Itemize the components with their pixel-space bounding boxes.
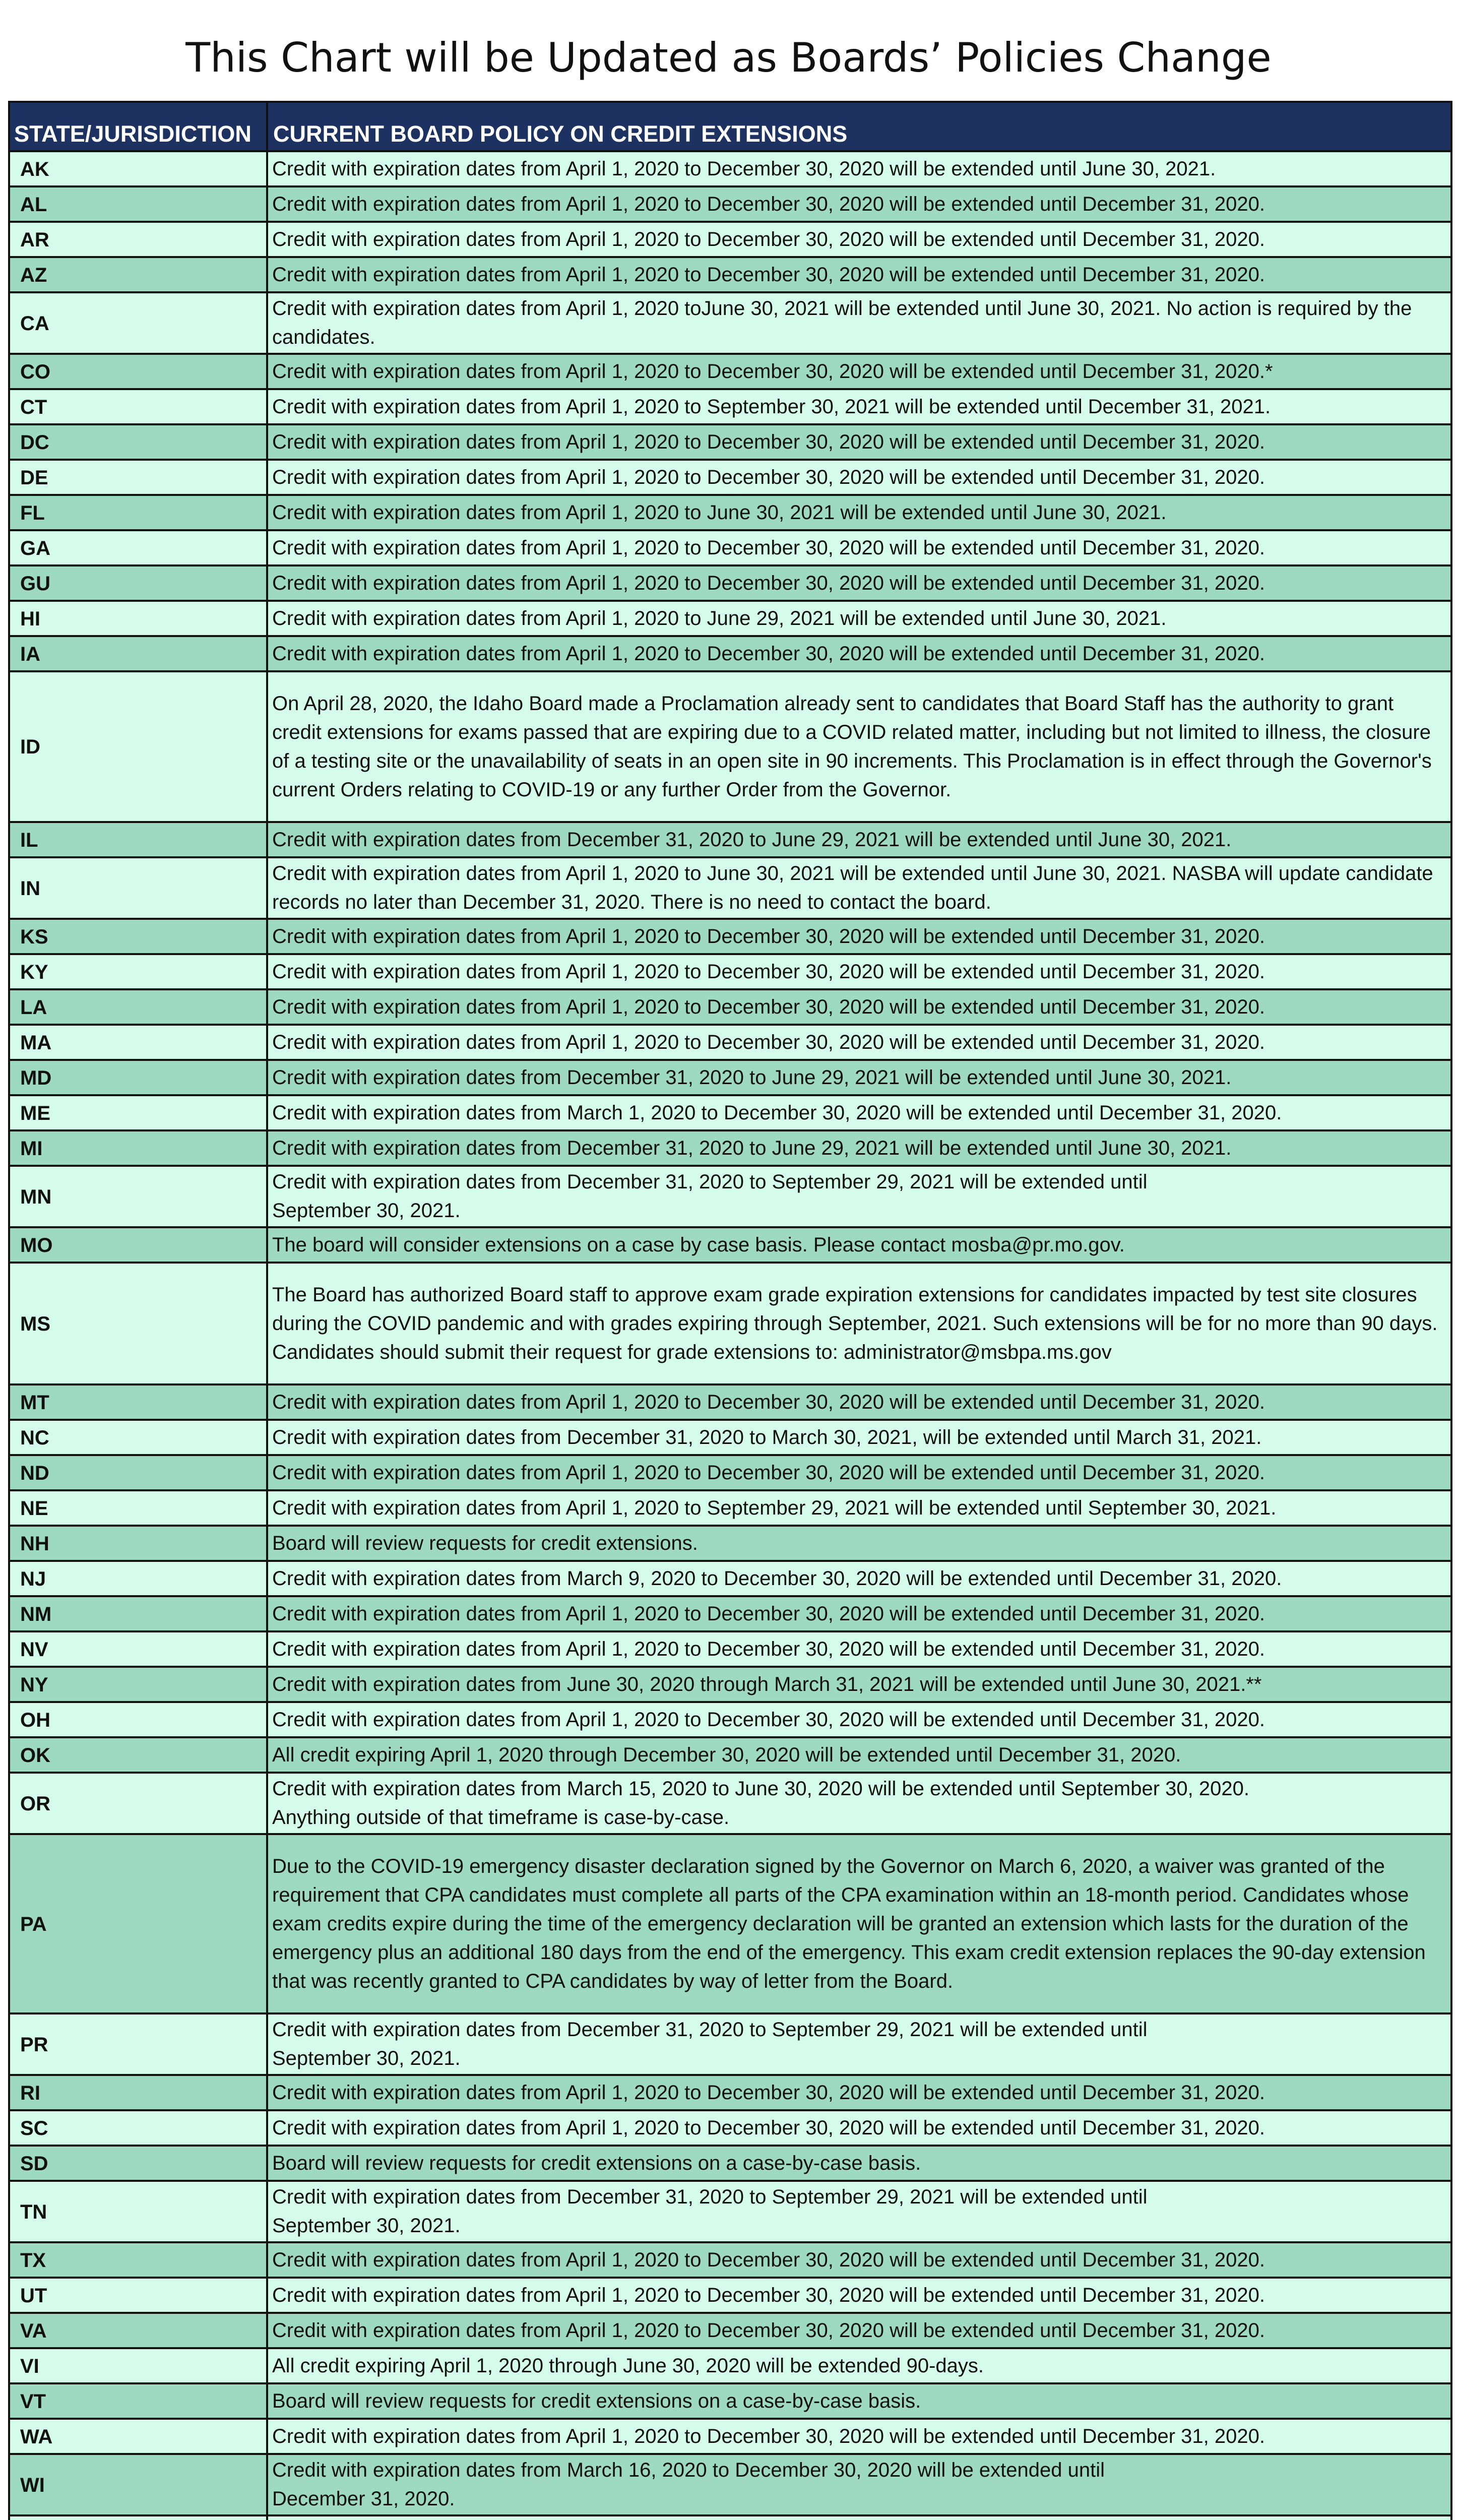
table-row [10,2111,1450,2147]
table-row [10,152,1450,187]
table-row [10,1061,1450,1096]
table-row [10,355,1450,390]
policy-cell: On April 28, 2020, the Idaho Board made a Proclamation already sent to candidates that Board Staff has the authority to grant credit extensions for exams passed that are expiring due to a COVID related matter, including but not limited to illness, the closure of a testing site or the unavailability of seats in an open site in 90 increments. This Proclamation is in effect through the Governor's current Orders relating to COVID-19 or any further Order from the Governor. [272,692,1432,801]
table-row [10,1738,1450,1774]
table-row [10,2455,1450,2516]
policy-cell: Credit with expiration dates from March 16, 2020 to December 30, 2020 will be extended until December 31, 2020. [272,2459,1105,2510]
table-row [10,1562,1450,1597]
state-cell: PR [10,2014,268,2074]
table-row [10,1026,1450,1061]
table-row [10,531,1450,566]
table-row [10,672,1450,823]
table-row [10,2182,1450,2243]
state-cell: GA [10,531,268,564]
policy-cell: Credit with expiration dates from April 1, 2020 to June 30, 2021 will be extended until June 30, 2021. NASBA will update candidate records no later than December 31, 2020. There is no need to contact the board. [272,862,1433,913]
policy-cell: Credit with expiration dates from April 1, 2020 to December 30, 2020 will be extended until December 31, 2020. [272,430,1265,453]
state-cell: NJ [10,1562,268,1595]
state-cell: IA [10,637,268,670]
state-cell: NE [10,1491,268,1525]
state-cell: NV [10,1632,268,1666]
table-row [10,1632,1450,1668]
table-row [10,390,1450,425]
table-row [10,293,1450,355]
table-row [10,990,1450,1026]
table-row [10,496,1450,531]
state-cell: MS [10,1264,268,1383]
policy-cell: Credit with expiration dates from December 31, 2020 to June 29, 2021 will be extended until June 30, 2021. [272,828,1232,851]
table-row [10,2076,1450,2111]
state-cell: AK [10,152,268,185]
policy-cell: Credit with expiration dates from April 1, 2020 to December 30, 2020 will be extended until December 31, 2020. [272,642,1265,665]
state-cell [10,2516,268,2520]
state-cell: MO [10,1228,268,1262]
policy-cell: All credit expiring April 1, 2020 through June 30, 2020 will be extended 90-days. [272,2354,984,2377]
state-cell: CO [10,355,268,388]
state-cell: NH [10,1527,268,1560]
policy-cell: Credit with expiration dates from April 1, 2020 to December 30, 2020 will be extended until December 31, 2020. [272,1391,1265,1413]
table-row [10,1703,1450,1738]
table-row [10,566,1450,602]
table-row [10,258,1450,293]
state-cell: NM [10,1597,268,1630]
policy-cell: Credit with expiration dates from April 1, 2020 to December 30, 2020 will be extended until December 31, 2020. [272,572,1265,594]
policy-cell: Credit with expiration dates from April 1, 2020 to December 30, 2020 will be extended until December 31, 2020. [272,1708,1265,1731]
table-body [10,152,1450,2520]
policy-cell: Credit with expiration dates from April 1, 2020 to December 30, 2020 will be extended until December 31, 2020. [272,1031,1265,1053]
policy-cell: Credit with expiration dates from April 1, 2020 to December 30, 2020 will be extended until December 31, 2020.* [272,360,1273,383]
state-cell: SC [10,2111,268,2145]
policy-cell: Credit with expiration dates from April 1, 2020 to December 30, 2020 will be extended until June 30, 2021. [272,157,1216,180]
table-row [10,1597,1450,1632]
state-cell: NC [10,1421,268,1454]
state-cell: OH [10,1703,268,1736]
table-row [10,1774,1450,1835]
table-row [10,425,1450,461]
policy-cell: Credit with expiration dates from December 31, 2020 to March 30, 2021, will be extended until March 31, 2021. [272,1426,1262,1448]
policy-cell: Due to the COVID-19 emergency disaster declaration signed by the Governor on March 6, 2020, a waiver was granted of the requirement that CPA candidates must complete all parts of the CPA examination within an 18-month period. Candidates whose exam credits expire during the time of the emergency declaration will be granted an extension which lasts for the duration of the emergency plus an additional 180 days from the end of the emergency. This exam credit extension replaces the 90-day extension that was recently granted to CPA candidates by way of letter from the Board. [272,1855,1426,1992]
table-row [10,1491,1450,1527]
table-row [10,1385,1450,1421]
state-cell: CT [10,390,268,423]
policy-cell: Credit with expiration dates from December 31, 2020 to June 29, 2021 will be extended until June 30, 2021. [272,1066,1232,1089]
state-cell: AL [10,187,268,221]
policy-cell: Credit with expiration dates from March 15, 2020 to June 30, 2020 will be extended until September 30, 2020. Anything outside of that timeframe is case-by-case. [272,1778,1249,1829]
policy-cell: Credit with expiration dates from December 31, 2020 to June 29, 2021 will be extended until June 30, 2021. [272,1137,1232,1159]
state-cell: AR [10,223,268,256]
state-cell: TN [10,2182,268,2241]
policy-cell: Credit with expiration dates from April 1, 2020 to December 30, 2020 will be extended until December 31, 2020. [272,960,1265,983]
state-cell: SD [10,2147,268,2180]
state-cell: NY [10,1668,268,1701]
policy-cell: Credit with expiration dates from December 31, 2020 to September 29, 2021 will be extended until September 30, 2021. [272,2186,1148,2237]
state-cell: MA [10,1026,268,1059]
state-cell: GU [10,566,268,600]
state-cell: OR [10,1774,268,1833]
table-row [10,223,1450,258]
column-header-policy: CURRENT BOARD POLICY ON CREDIT EXTENSIONS [273,121,848,147]
state-cell: OK [10,1738,268,1772]
policy-cell: Credit with expiration dates from April 1, 2020 to December 30, 2020 will be extended until December 31, 2020. [272,466,1265,488]
table-row [10,1456,1450,1491]
policy-cell: The Board has authorized Board staff to approve exam grade expiration extensions for candidates impacted by test site closures during the COVID pandemic and with grades expiring through September, 2021. Such extensions will be for no more than 90 days. Candidates should submit their request for grade extensions to: administrator@msbpa.ms.gov [272,1283,1438,1363]
state-cell: KS [10,920,268,953]
table-row [10,1167,1450,1228]
state-cell: TX [10,2243,268,2277]
table-row [10,2516,1450,2520]
policy-cell: Credit with expiration dates from April 1, 2020 to December 30, 2020 will be extended until December 31, 2020. [272,995,1265,1018]
table-row [10,2314,1450,2349]
table-row [10,2014,1450,2076]
policy-cell: Credit with expiration dates from April 1, 2020 to December 30, 2020 will be extended until December 31, 2020. [272,536,1265,559]
state-cell: IN [10,858,268,918]
policy-cell: Credit with expiration dates from March 1, 2020 to December 30, 2020 will be extended until December 31, 2020. [272,1101,1282,1124]
state-cell: RI [10,2076,268,2109]
table-row [10,1264,1450,1385]
policy-cell: Credit with expiration dates from April 1, 2020 to December 30, 2020 will be extended until December 31, 2020. [272,2284,1265,2306]
state-cell: PA [10,1835,268,2012]
table-row [10,955,1450,990]
state-cell: DC [10,425,268,459]
policy-cell: Board will review requests for credit extensions on a case-by-case basis. [272,2389,921,2412]
policy-cell: All credit expiring April 1, 2020 through December 30, 2020 will be extended until December 31, 2020. [272,1743,1181,1766]
policy-cell [268,2516,1450,2520]
state-cell: VI [10,2349,268,2382]
policy-cell: Credit with expiration dates from April 1, 2020 toJune 30, 2021 will be extended until June 30, 2021. No action is required by the candidates. [272,297,1412,348]
policy-cell: Credit with expiration dates from December 31, 2020 to September 29, 2021 will be extended until September 30, 2021. [272,2019,1148,2069]
table-row [10,2243,1450,2279]
policy-cell: Credit with expiration dates from April 1, 2020 to December 30, 2020 will be extended until December 31, 2020. [272,263,1265,286]
policy-cell: Credit with expiration dates from April 1, 2020 to September 29, 2021 will be extended until September 30, 2021. [272,1496,1277,1519]
table-row [10,602,1450,637]
table-row [10,637,1450,672]
credit-extension-table [8,101,1452,2520]
table-row [10,1096,1450,1131]
policy-cell: The board will consider extensions on a case by case basis. Please contact mosba@pr.mo.gov. [272,1233,1125,1256]
table-row [10,1527,1450,1562]
table-row [10,2420,1450,2455]
table-row [10,2279,1450,2314]
policy-cell: Credit with expiration dates from April 1, 2020 to September 30, 2021 will be extended until December 31, 2021. [272,395,1271,418]
state-cell: CA [10,293,268,353]
state-cell: MI [10,1131,268,1165]
policy-cell: Credit with expiration dates from April 1, 2020 to December 30, 2020 will be extended until December 31, 2020. [272,2081,1265,2104]
state-cell: WI [10,2455,268,2514]
state-cell: LA [10,990,268,1024]
policy-cell: Credit with expiration dates from April 1, 2020 to December 30, 2020 will be extended until December 31, 2020. [272,1602,1265,1625]
table-row [10,2147,1450,2182]
policy-cell: Credit with expiration dates from April 1, 2020 to December 30, 2020 will be extended until December 31, 2020. [272,2116,1265,2139]
state-cell: VT [10,2384,268,2418]
table-row [10,1835,1450,2014]
column-header-state: STATE/JURISDICTION [10,103,268,150]
table-row [10,2384,1450,2420]
policy-cell: Credit with expiration dates from April 1, 2020 to December 30, 2020 will be extended until December 31, 2020. [272,2425,1265,2447]
state-cell: WA [10,2420,268,2453]
state-cell: IL [10,823,268,856]
table-row [10,1421,1450,1456]
table-row [10,1131,1450,1167]
table-row [10,2349,1450,2384]
policy-cell: Credit with expiration dates from June 30, 2020 through March 31, 2021 will be extended until June 30, 2021.** [272,1673,1262,1695]
table-header [10,103,1450,152]
state-cell: MT [10,1385,268,1419]
policy-cell: Credit with expiration dates from April 1, 2020 to December 30, 2020 will be extended until December 31, 2020. [272,1637,1265,1660]
policy-cell: Board will review requests for credit extensions on a case-by-case basis. [272,2152,921,2174]
state-cell: DE [10,461,268,494]
state-cell: UT [10,2279,268,2312]
state-cell: FL [10,496,268,529]
table-row [10,1668,1450,1703]
table-row [10,920,1450,955]
table-row [10,823,1450,858]
policy-cell: Board will review requests for credit extensions. [272,1532,698,1554]
table-row [10,1228,1450,1264]
policy-cell: Credit with expiration dates from December 31, 2020 to September 29, 2021 will be extended until September 30, 2021. [272,1171,1148,1222]
policy-cell: Credit with expiration dates from April 1, 2020 to December 30, 2020 will be extended until December 31, 2020. [272,228,1265,250]
policy-cell: Credit with expiration dates from April 1, 2020 to December 30, 2020 will be extended until December 31, 2020. [272,193,1265,215]
state-cell: ND [10,1456,268,1489]
table-row [10,858,1450,920]
state-cell: MN [10,1167,268,1226]
table-row [10,187,1450,223]
table-row [10,461,1450,496]
state-cell: KY [10,955,268,988]
page-title: This Chart will be Updated as Boards’ Policies Change [185,34,1272,81]
policy-cell: Credit with expiration dates from April 1, 2020 to December 30, 2020 will be extended until December 31, 2020. [272,925,1265,948]
state-cell: ID [10,672,268,821]
policy-cell: Credit with expiration dates from April 1, 2020 to December 30, 2020 will be extended until December 31, 2020. [272,2319,1265,2342]
state-cell: AZ [10,258,268,291]
policy-cell: Credit with expiration dates from April 1, 2020 to December 30, 2020 will be extended until December 31, 2020. [272,1461,1265,1484]
policy-cell: Credit with expiration dates from March 9, 2020 to December 30, 2020 will be extended until December 31, 2020. [272,1567,1282,1590]
state-cell: VA [10,2314,268,2347]
state-cell: ME [10,1096,268,1129]
policy-cell: Credit with expiration dates from April 1, 2020 to June 30, 2021 will be extended until June 30, 2021. [272,501,1167,524]
state-cell: HI [10,602,268,635]
policy-cell: Credit with expiration dates from April 1, 2020 to June 29, 2021 will be extended until June 30, 2021. [272,607,1167,629]
state-cell: MD [10,1061,268,1094]
policy-cell: Credit with expiration dates from April 1, 2020 to December 30, 2020 will be extended until December 31, 2020. [272,2248,1265,2271]
